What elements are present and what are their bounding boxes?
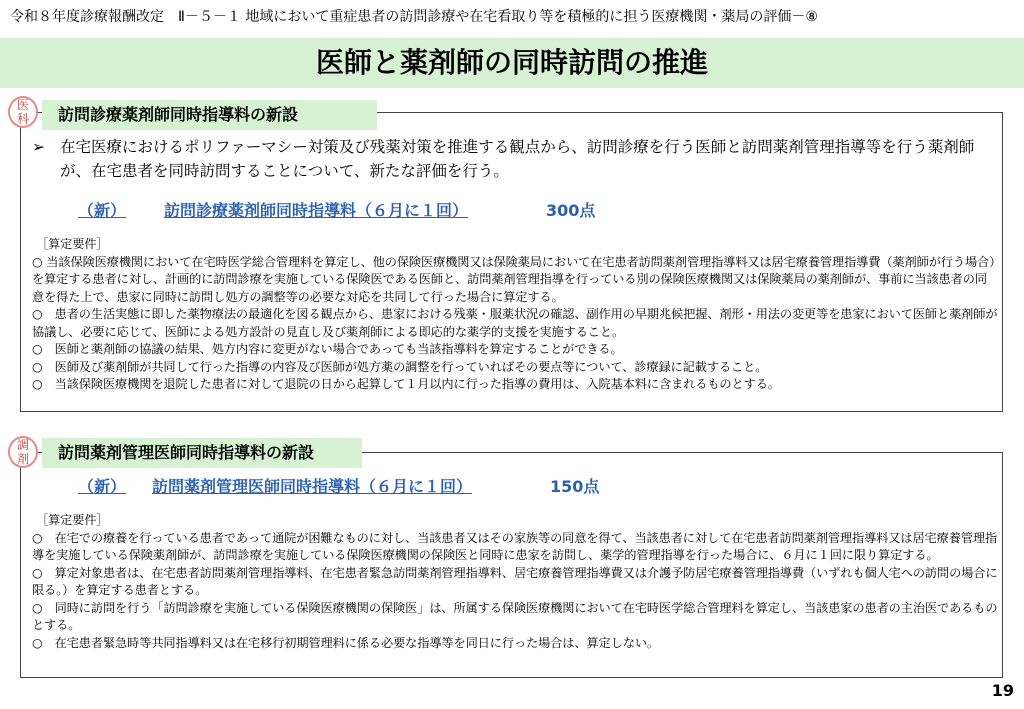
requirement-item: ○ 在宅患者緊急時等共同指導料又は在宅移行初期管理料に係る必要な指導等を同日に行った場合は、算定しない。 — [32, 635, 659, 650]
section-2-score-line — [78, 474, 599, 497]
requirement-item: ○ 医師と薬剤師の協議の結果、処方内容に変更がない場合であっても当該指導料を算定することができる。 — [32, 342, 623, 356]
page-number: 19 — [991, 681, 1014, 700]
arrow-bullet-icon: ➢ — [32, 138, 45, 156]
section-1-new-label: （新） — [78, 201, 127, 220]
section-1-points: 300点 — [546, 201, 596, 220]
section-1-heading: 訪問診療薬剤師同時指導料の新設 — [42, 100, 377, 130]
section-2-heading: 訪問薬剤管理医師同時指導料の新設 — [42, 438, 362, 468]
page-title: 医師と薬剤師の同時訪問の推進 — [315, 46, 708, 79]
section-2-points: 150点 — [550, 477, 600, 496]
section-2-requirements — [32, 512, 998, 652]
requirement-item: ○ 当該保険医療機関において在宅時医学総合管理料を算定し、他の保険医療機関又は保険薬局において在宅患者訪問薬剤管理指導料又は居宅療養管理指導費（薬剤師が行う場合）を算定する患者に対し、計画的に訪問診療を実施している保険医である医師と、訪問薬剤管理指導を行っている別の保険医療機関又は保険薬局の薬剤師が、事前に当該患者の同意を得た上で、患家に同時に訪問し処方の調整等の必要な対応を共同して行った場合に算定する。 — [32, 254, 996, 304]
section-2-item-name: 訪問薬剤管理医師同時指導料（６月に１回） — [152, 477, 473, 496]
requirement-item: ○ 同時に訪問を行う「訪問診療を実施している保険医療機関の保険医」は、所属する保険医療機関において在宅時医学総合管理料を算定し、当該患家の患者の主治医であるものとする。 — [32, 600, 998, 632]
requirement-item: ○ 医師及び薬剤師が共同して行った指導の内容及び医師が処方薬の調整を行っていればその要点等について、診療録に記載すること。 — [32, 359, 768, 374]
section-2-req-heading: ［算定要件］ — [36, 513, 109, 527]
section-2-badge: 調剤 — [8, 436, 38, 468]
section-1-req-heading: ［算定要件］ — [36, 237, 109, 251]
section-1-bullet — [32, 135, 1000, 183]
requirement-item: ○ 当該保険医療機関を退院した患者に対して退院の日から起算して１月以内に行った指導の費用は、入院基本料に含まれるものとする。 — [32, 377, 780, 391]
section-1-score-line — [78, 198, 595, 221]
requirement-item: ○ 在宅での療養を行っている患者であって通院が困難なものに対し、当該患者又はその家族等の同意を得て、当該患者に対して在宅患者訪問薬剤管理指導料又は居宅療養管理指導を実施している保険薬剤師が、訪問診療を実施している保険医療機関の保険医と同時に患家を訪問し、薬学的管理指導を行った場合に、６月に１回に限り算定する。 — [32, 530, 998, 562]
requirement-item: ○ 患者の生活実態に即した薬物療法の最適化を図る観点から、患家における残薬・服薬状況の確認、副作用の早期兆候把握、剤形・用法の変更等を患家において医師と薬剤師が協議し、必要に応じて、医師による処方設計の見直し及び薬剤師による即応的な薬学的支援を実施すること。 — [32, 307, 998, 339]
document-header: 令和８年度診療報酬改定 Ⅱ－５－１ 地域において重症患者の訪問診療や在宅看取り等を積極的に担う医療機関・薬局の評価－⑧ — [10, 9, 818, 25]
requirement-item: ○ 算定対象患者は、在宅患者訪問薬剤管理指導料、在宅患者緊急訪問薬剤管理指導料、居宅療養管理指導費又は介護予防居宅療養管理指導費（いずれも個人宅への訪問の場合に限る。）を算定する患者とする。 — [32, 565, 998, 597]
section-1-item-name: 訪問診療薬剤師同時指導料（６月に１回） — [164, 201, 469, 220]
section-1-bullet-text: 在宅医療におけるポリファーマシー対策及び残薬対策を推進する観点から、訪問診療を行う医師と訪問薬剤管理指導等を行う薬剤師が、在宅患者を同時訪問することについて、新たな評価を行う。 — [60, 138, 975, 180]
section-1-requirements — [32, 236, 998, 394]
section-2-new-label: （新） — [78, 477, 127, 496]
section-1-badge: 医科 — [8, 96, 38, 128]
